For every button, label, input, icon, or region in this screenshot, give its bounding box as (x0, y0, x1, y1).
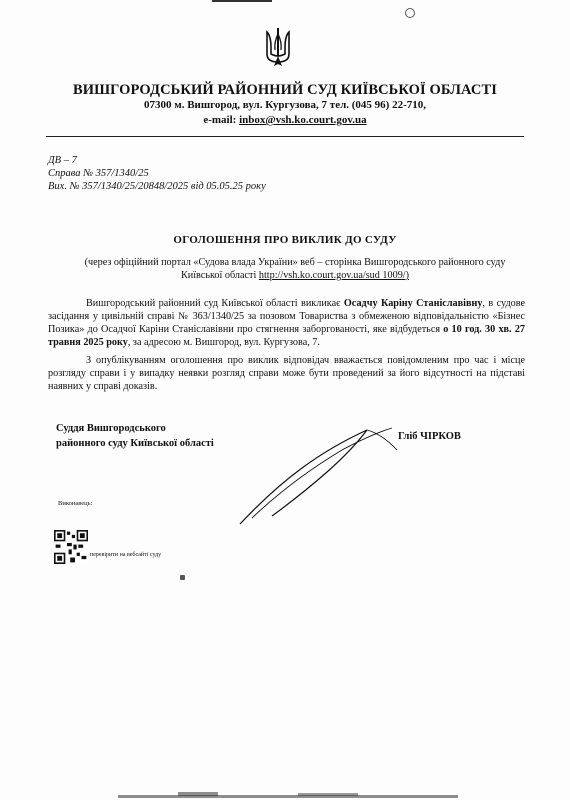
qr-code-icon[interactable] (54, 530, 88, 564)
judge-position (56, 421, 214, 451)
document-code: ДВ – 7 (48, 155, 77, 166)
trident-emblem-icon (263, 26, 293, 70)
portal-link[interactable]: http://vsh.ko.court.gov.ua/sud 1009/) (258, 270, 410, 281)
notice-paragraph: З опублікуванням оголошення про виклик відповідач вважається повідомленим про час і місце розгляду справи і у випадку неявки розгляд справи може бути проведений за його відсутності на підставі наявних у справі доказів. (48, 355, 525, 392)
defendant-name: Осадчу Каріну Станіславівну (343, 298, 483, 309)
judge-position-line1: Суддя Вишгородського (56, 423, 166, 434)
summons-paragraph (48, 297, 525, 349)
qr-caption: перевірити на вебсайті суду (90, 552, 162, 558)
scan-artifact-circle (405, 8, 415, 18)
header-divider (46, 136, 524, 137)
summons-text-a: Вишгородський районний суд Київської області викликає (86, 298, 344, 309)
scan-artifact-top (212, 0, 272, 2)
portal-note-text: (через офіційний портал «Судова влада України» веб – сторінка Вишгородського районного суду Київської області (84, 257, 506, 281)
hearing-datetime: о 10 год. 30 хв. 27 травня 2025 року (48, 324, 526, 348)
email-label: e-mail: (203, 114, 237, 126)
judge-position-line2: районного суду Київської області (56, 438, 214, 449)
court-email-link[interactable]: inbox@vsh.ko.court.gov.ua (239, 114, 367, 126)
document-title: ОГОЛОШЕННЯ ПРО ВИКЛИК ДО СУДУ (173, 234, 397, 246)
court-email-line (0, 114, 570, 126)
case-number: Справа № 357/1340/25 (48, 168, 149, 179)
scan-artifact-dot (180, 575, 185, 580)
court-name: ВИШГОРОДСЬКИЙ РАЙОННИЙ СУД КИЇВСЬКОЇ ОБЛАСТІ (72, 82, 497, 98)
court-address: 07300 м. Вишгород, вул. Кургузова, 7 тел. (045 96) 22-710, (143, 99, 427, 111)
summons-text-c: , за адресою м. Вишгород, вул. Кургузова, 7. (127, 337, 320, 348)
scan-artifact-bottom (118, 790, 458, 800)
executor-label: Виконавець: (58, 500, 93, 507)
outgoing-number: Вих. № 357/1340/25/20848/2025 від 05.05.25 року (48, 181, 266, 192)
portal-note (70, 256, 520, 282)
judge-name: Гліб ЧІРКОВ (398, 431, 461, 442)
summons-text-b: , в судове засідання у цивільній справі № 363/1340/25 за позовом Товариства з обмеженою відповідальністю «Бізнес Позика» до Осадчої Каріни Станіславівни про стягнення заборгованості, яке відбудеться (48, 298, 525, 335)
